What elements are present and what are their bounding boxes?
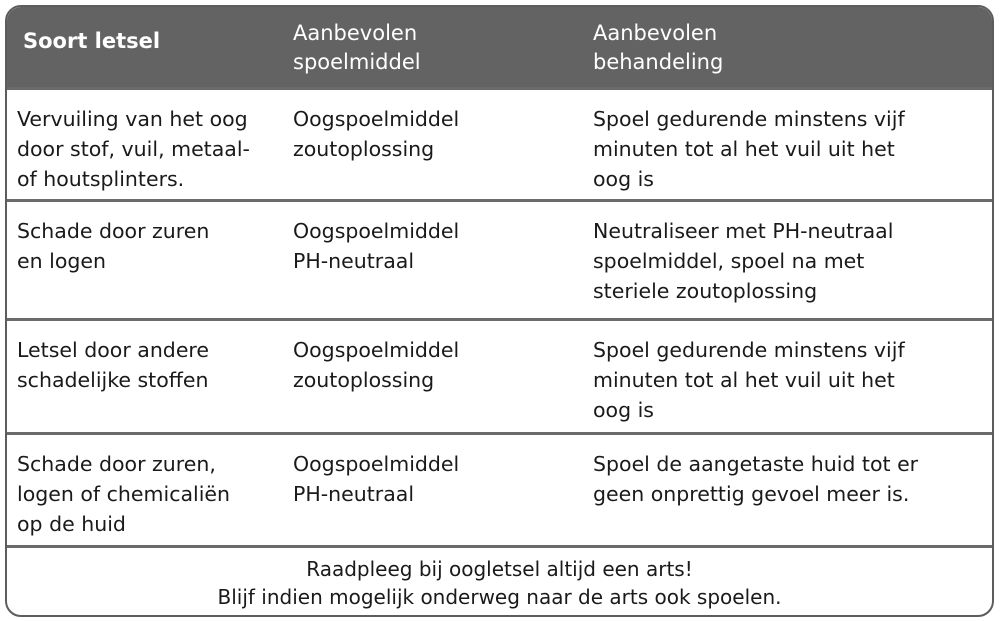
header-treatment: Aanbevolen behandeling <box>593 21 724 74</box>
table-row <box>7 432 992 545</box>
table-footer <box>7 545 992 615</box>
cell-treatment: Spoel de aangetaste huid tot er geen onprettig gevoel meer is. <box>593 452 919 506</box>
footer-advice-line: Raadpleeg bij oogletsel altijd een arts! <box>306 557 693 581</box>
cell-treatment: Spoel gedurende minstens vijf minuten tot al het vuil uit het oog is <box>593 338 905 422</box>
cell-rinse-agent: Oogspoelmiddel PH-neutraal <box>293 452 460 506</box>
cell-injury: Schade door zuren en logen <box>17 219 210 273</box>
cell-injury: Vervuiling van het oog door stof, vuil, metaal- of houtsplinters. <box>17 107 250 191</box>
footer-advice-line: Blijf indien mogelijk onderweg naar de arts ook spoelen. <box>217 585 782 609</box>
cell-rinse-agent: Oogspoelmiddel PH-neutraal <box>293 219 460 273</box>
cell-treatment: Spoel gedurende minstens vijf minuten tot al het vuil uit het oog is <box>593 107 905 191</box>
cell-rinse-agent: Oogspoelmiddel zoutoplossing <box>293 107 460 161</box>
cell-injury: Schade door zuren, logen of chemicaliën op de huid <box>17 452 231 536</box>
cell-rinse-agent: Oogspoelmiddel zoutoplossing <box>293 338 460 392</box>
table-row <box>7 199 992 318</box>
eye-injury-table <box>5 5 994 617</box>
table-row <box>7 87 992 199</box>
table-header <box>7 7 992 87</box>
header-rinse-agent: Aanbevolen spoelmiddel <box>293 21 421 74</box>
table-row <box>7 318 992 432</box>
cell-injury: Letsel door andere schadelijke stoffen <box>17 338 210 392</box>
header-injury-type: Soort letsel <box>23 29 161 53</box>
cell-treatment: Neutraliseer met PH-neutraal spoelmiddel, spoel na met steriele zoutoplossing <box>593 219 894 303</box>
